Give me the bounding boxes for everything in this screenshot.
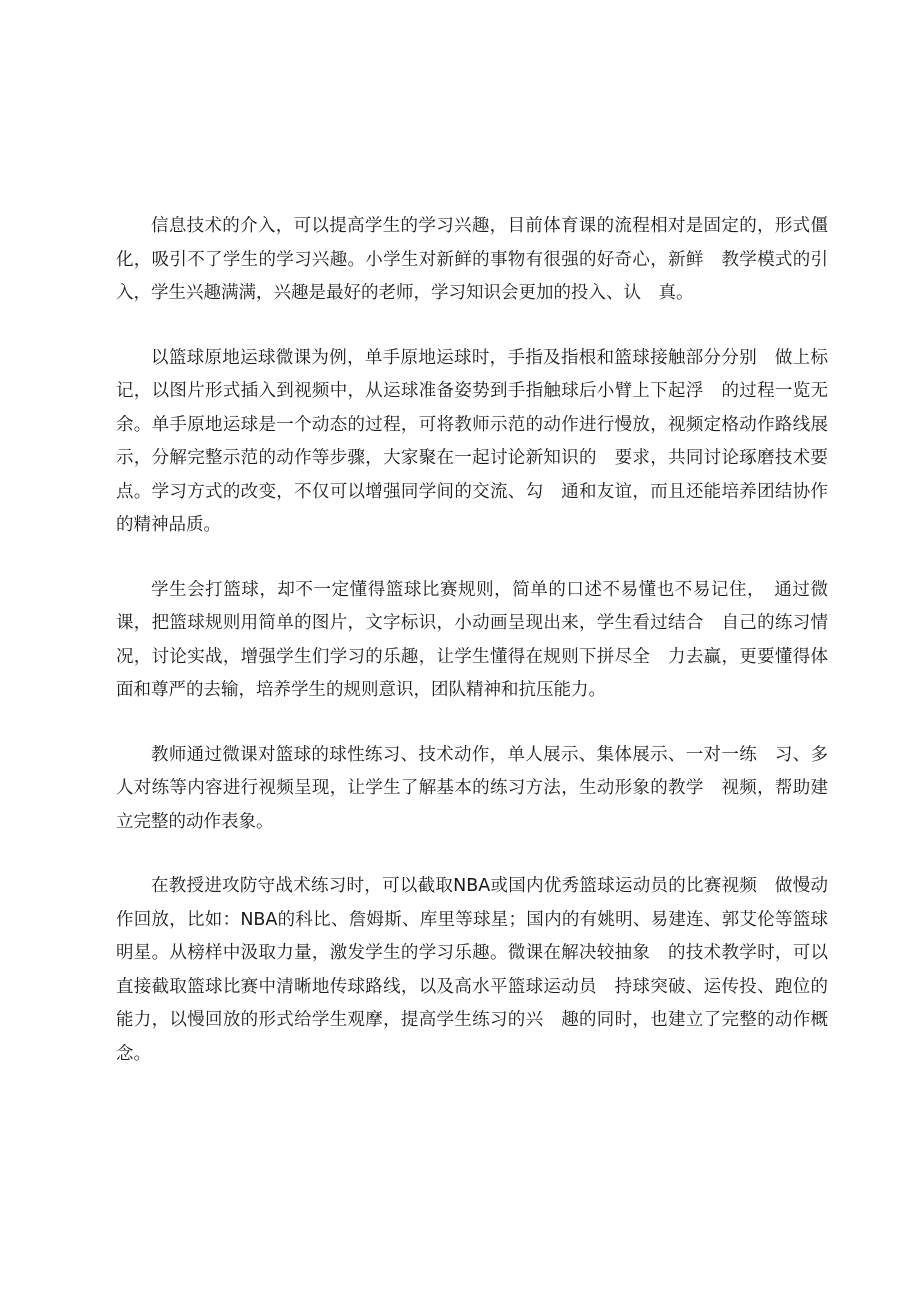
paragraph-dribble-microcourse: 以篮球原地运球微课为例，单手原地运球时，手指及指根和篮球接触部分分别 做上标记，以图片形式插入到视频中，从运球准备姿势到手指触球后小臂上下起浮 的过程一览无余。单手原地运球是一个动态的过程，可将教师示范的动作进行慢放，视频定格动作路线展示，分解完整示范的动作等步骤，大家聚在一起讨论新知识的 要求，共同讨论琢磨技术要点。学习方式的改变，不仅可以增强同学间的交流、勾 通和友谊，而且还能培养团结协作的精神品质。 [116,347,828,535]
paragraph-info-tech: 信息技术的介入，可以提高学生的学习兴趣，目前体育课的流程相对是固定的，形式僵化，吸引不了学生的学习兴趣。小学生对新鲜的事物有很强的好奇心，新鲜 教学模式的引入，学生兴趣满满，兴趣是最好的老师，学习知识会更加的投入、认 真。 [116,216,828,303]
paragraph-rules: 学生会打篮球，却不一定懂得篮球比赛规则，简单的口述不易懂也不易记住， 通过微课，把篮球规则用简单的图片，文字标识，小动画呈现出来，学生看过结合 自己的练习情况，讨论实战，增强学生们学习的乐趣，让学生懂得在规则下拼尽全 力去赢，更要懂得体面和尊严的去输，培养学生的规则意识，团队精神和抗压能力。 [116,579,828,700]
paragraph-video-presentation: 教师通过微课对篮球的球性练习、技术动作，单人展示、集体展示、一对一练 习、多人对练等内容进行视频呈现，让学生了解基本的练习方法，生动形象的教学 视频，帮助建立完整的动作表象。 [116,744,828,832]
paragraph-tactics: 在教授进攻防守战术练习时，可以截取NBA或国内优秀篮球运动员的比赛视频 做慢动作回放，比如：NBA的科比、詹姆斯、库里等球星；国内的有姚明、易建连、郭艾伦等篮球明星。从榜样中汲取力量，激发学生的学习乐趣。微课在解决较抽象 的技术教学时，可以直接截取篮球比赛中清晰地传球路线，以及高水平篮球运动员 持球突破、运传投、跑位的能力，以慢回放的形式给学生观摩，提高学生练习的兴 趣的同时，也建立了完整的动作概念。 [116,876,828,1064]
document-body [116,210,828,1102]
